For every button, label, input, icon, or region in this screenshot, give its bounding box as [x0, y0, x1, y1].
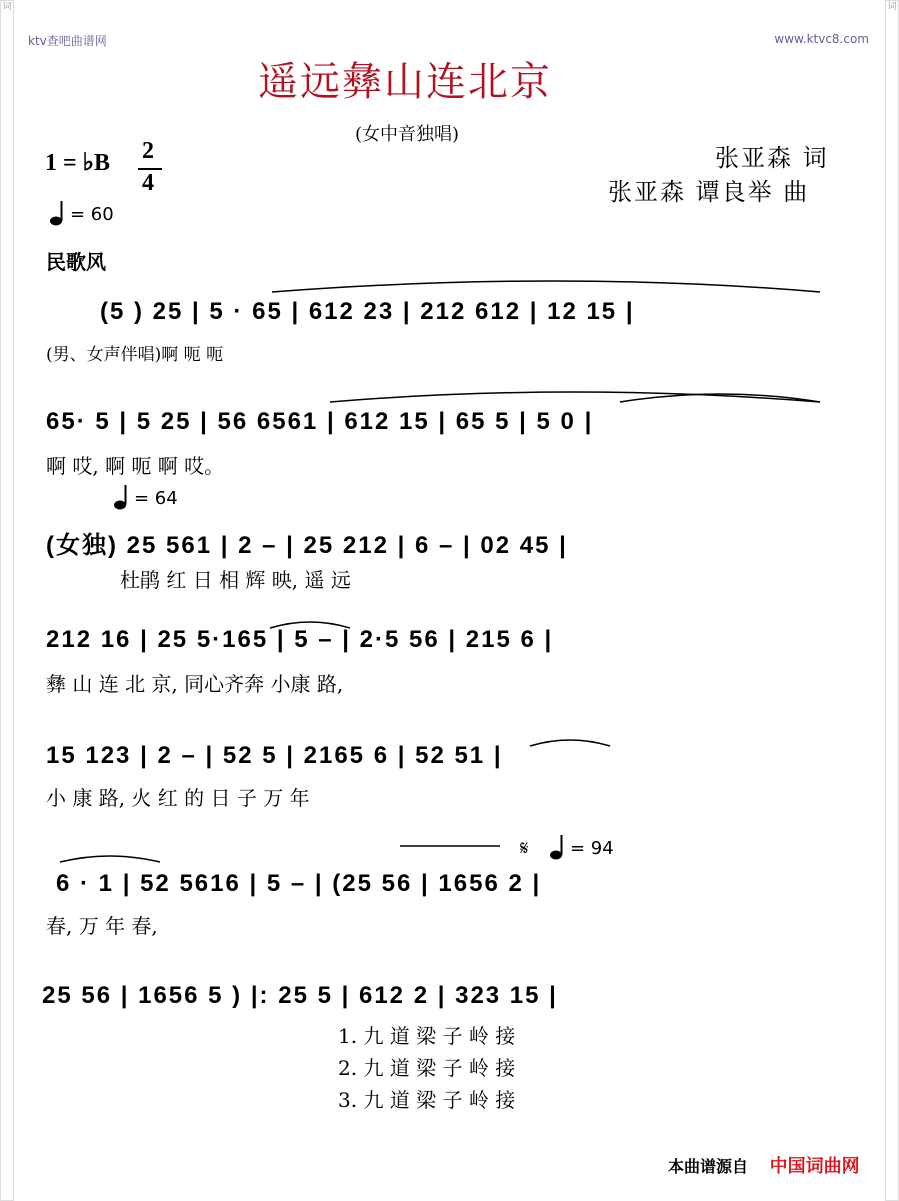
slur	[270, 622, 350, 628]
time-signature-bottom: 4	[142, 170, 154, 196]
segno-sign: 𝄋	[520, 836, 529, 860]
slur	[60, 856, 160, 862]
notation-row-7: 25 56 | 1656 5 ) |: 25 5 | 612 2 | 323 15 |	[42, 982, 558, 1009]
notation-row-1: (5 ) 25 | 5 · 65 | 612 23 | 212 612 | 12 15 |	[100, 298, 635, 325]
lyrics-row-3: 杜鹃 红 日 相 辉 映, 遥 远	[120, 568, 351, 592]
side-watermark: 词	[2, 2, 12, 12]
slur	[330, 392, 820, 402]
verse-line-3: 3. 九 道 梁 子 岭 接	[338, 1088, 516, 1112]
tempo-marking-64: = 64	[134, 488, 178, 509]
notation-row-4: 212 16 | 25 5·165 | 5 – | 2·5 56 | 215 6 |	[46, 626, 554, 653]
footer-site-link[interactable]: 中国词曲网	[769, 1156, 860, 1177]
composer-credit: 张亚森 谭良举 曲	[608, 178, 810, 206]
slur	[530, 740, 610, 746]
footer-prefix: 本曲谱源自	[668, 1157, 749, 1176]
notation-row-6: 6 · 1 | 52 5616 | 5 – | (25 56 | 1656 2 |	[56, 870, 542, 897]
watermark-left: ktv查吧曲谱网	[28, 34, 107, 48]
style-marking: 民歌风	[46, 250, 106, 274]
notation-row-2: 65· 5 | 5 25 | 56 6561 | 612 15 | 65 5 | 5 0 |	[46, 408, 594, 435]
lyrics-row-5: 小 康 路, 火 红 的 日 子 万 年	[46, 786, 310, 810]
song-subtitle: (女中音独唱)	[355, 124, 460, 145]
notation-row-5: 15 123 | 2 – | 52 5 | 2165 6 | 52 51 |	[46, 742, 503, 769]
notation-row-3: (女独) 25 561 | 2 – | 25 212 | 6 – | 02 45 |	[46, 532, 568, 559]
lyrics-row-6: 春, 万 年 春,	[46, 914, 158, 938]
lyrics-row-4: 彝 山 连 北 京, 同心齐奔 小康 路,	[46, 672, 344, 696]
slur	[272, 281, 820, 292]
time-signature-top: 2	[142, 138, 154, 164]
lyrics-row-1: (男、女声伴唱)啊 呃 呃	[46, 345, 224, 365]
tempo-marking-94: = 94	[570, 838, 614, 859]
watermark-right: www.ktvc8.com	[774, 32, 869, 46]
lyrics-row-2: 啊 哎, 啊 呃 啊 哎。	[46, 454, 225, 478]
verse-line-2: 2. 九 道 梁 子 岭 接	[338, 1056, 516, 1080]
key-signature: 1 = ♭B	[45, 150, 111, 176]
lyricist-credit: 张亚森 词	[715, 144, 829, 172]
side-watermark: 词	[887, 2, 897, 12]
verse-line-1: 1. 九 道 梁 子 岭 接	[338, 1024, 516, 1048]
song-title: 遥远彝山连北京	[258, 59, 552, 105]
tempo-marking-60: = 60	[70, 204, 114, 225]
